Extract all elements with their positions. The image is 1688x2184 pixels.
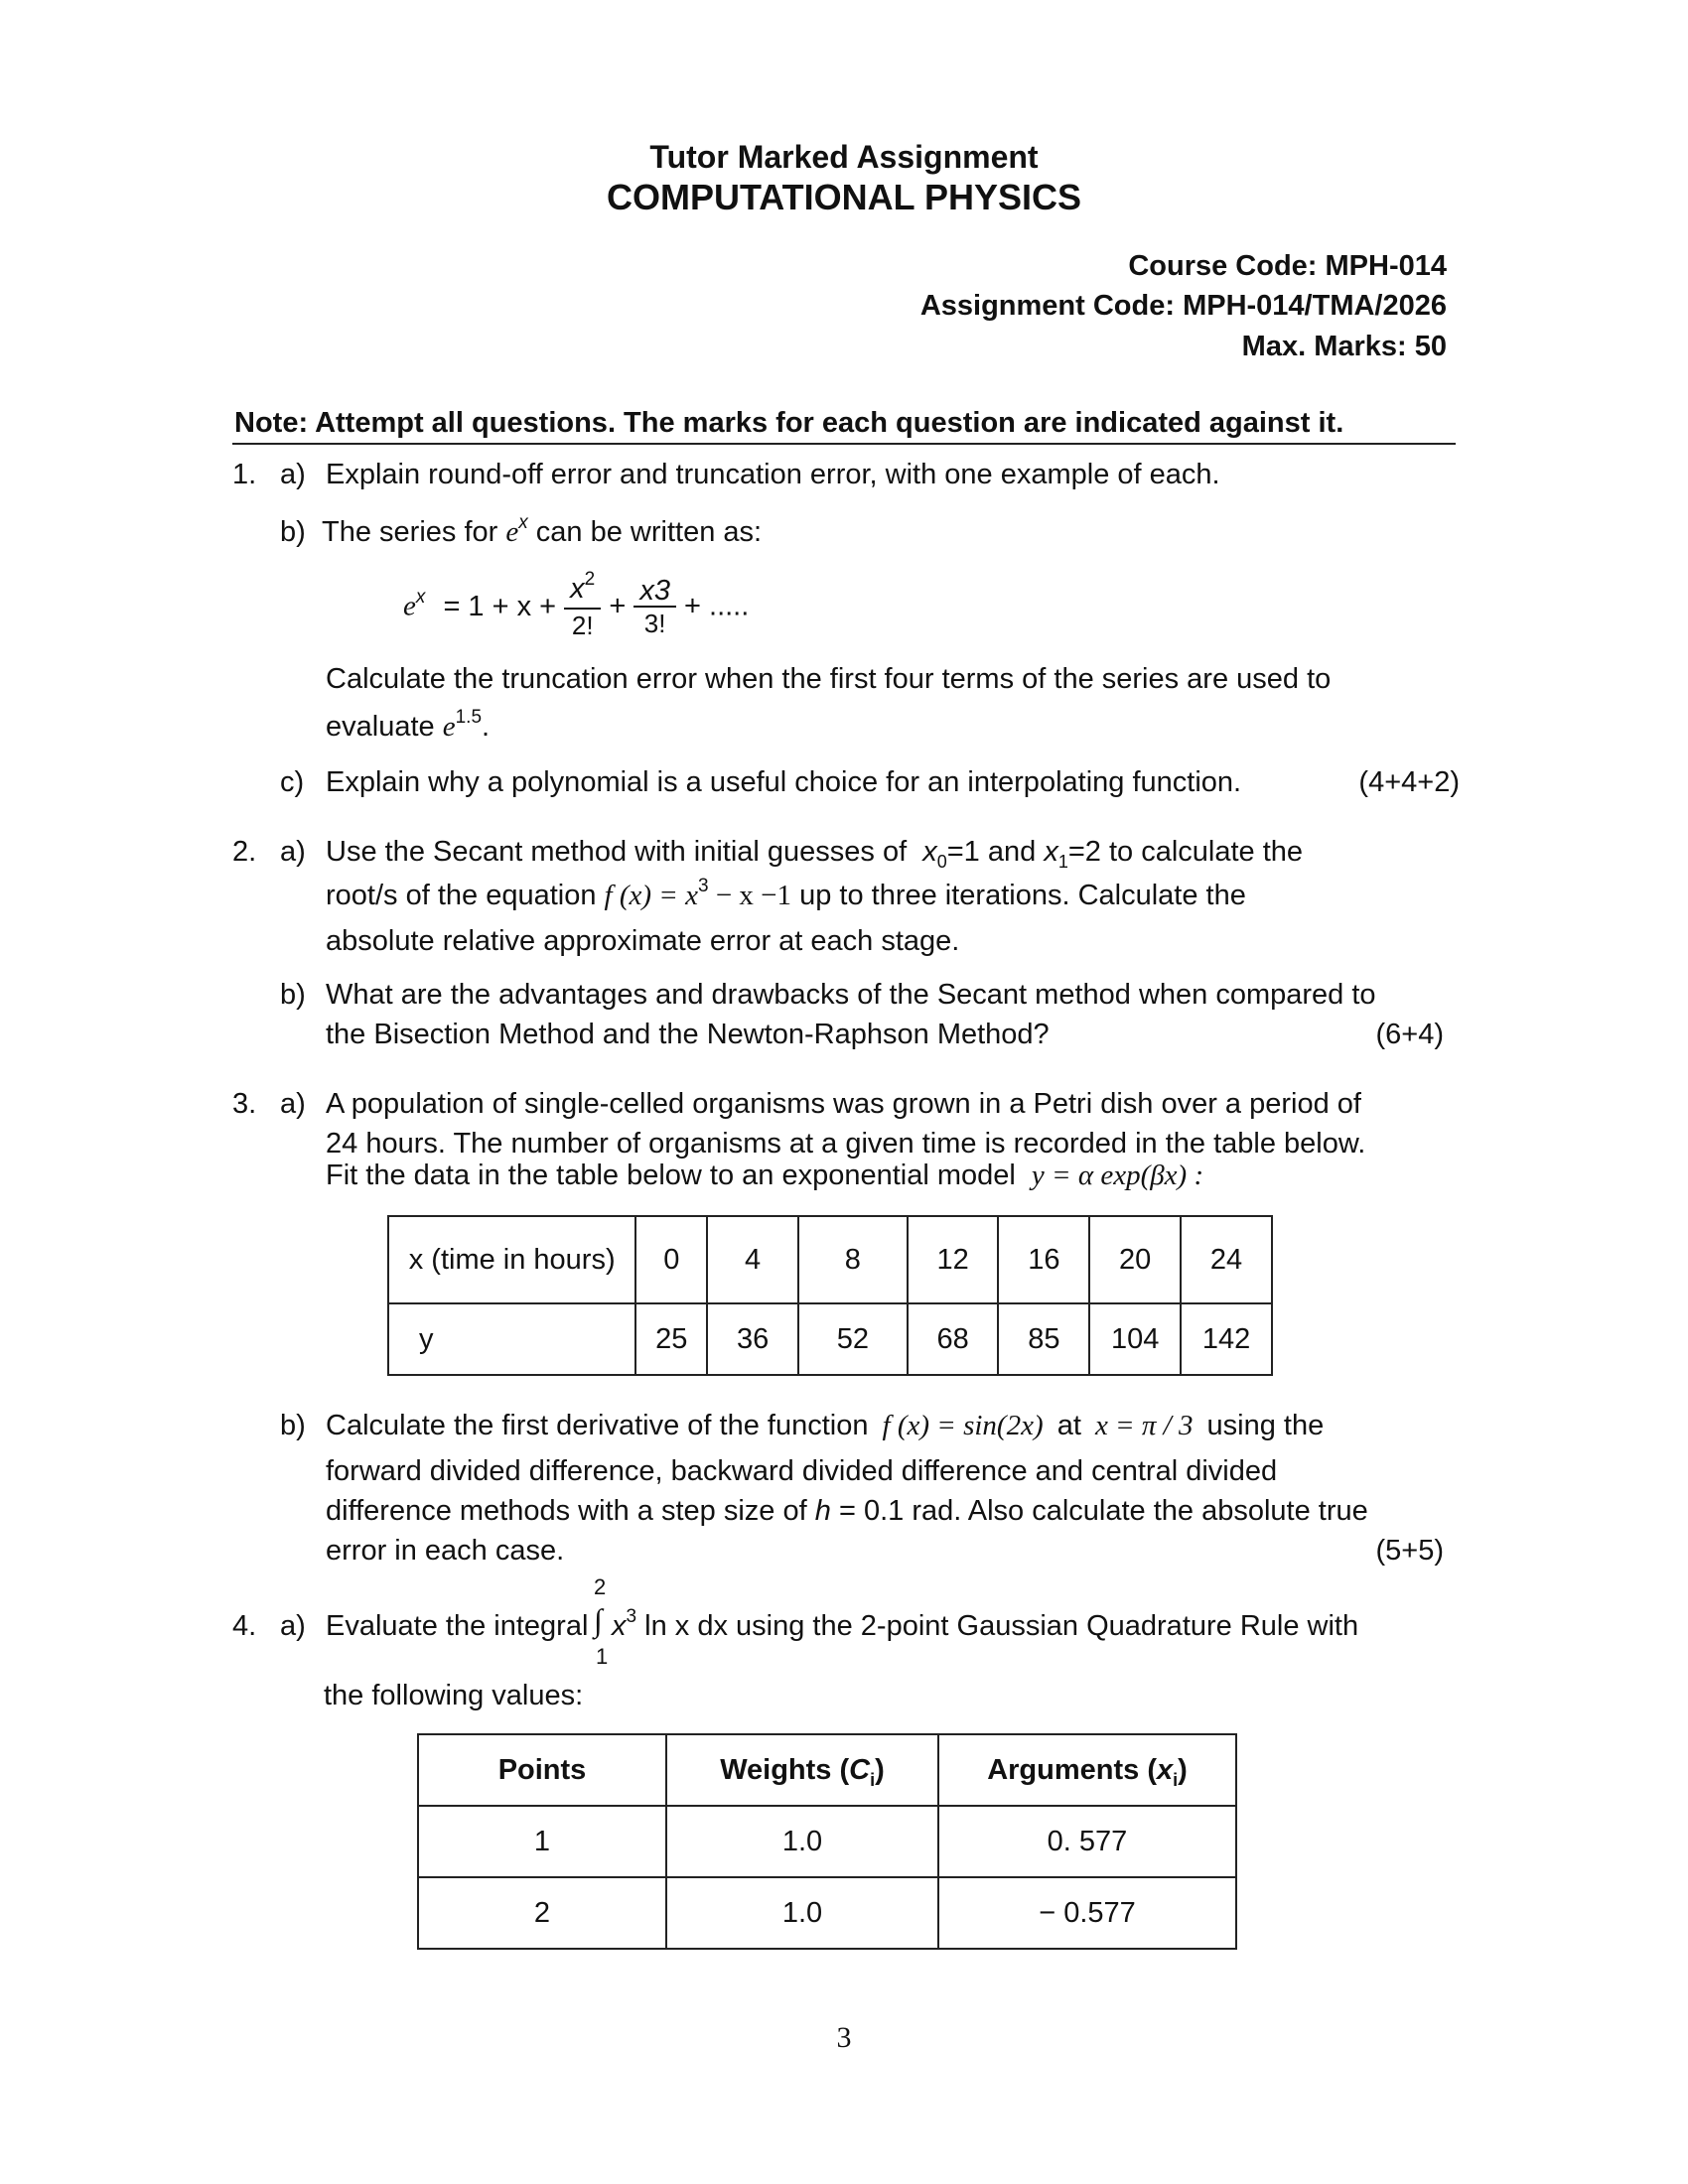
- header-weights-var: C: [849, 1753, 871, 1786]
- table-cell: 1.0: [666, 1877, 938, 1949]
- header-args-var: x: [1156, 1753, 1174, 1786]
- q3b-line1-post: using the: [1206, 1410, 1325, 1441]
- q3-marks: (5+5): [1375, 1535, 1444, 1567]
- table-cell: 20: [1089, 1216, 1181, 1303]
- frac2-num: x3: [639, 575, 670, 607]
- header-arguments: [938, 1734, 1236, 1806]
- formula-eq: = 1 + x +: [443, 590, 557, 622]
- header-weights: [666, 1734, 938, 1806]
- q3a-model: y = α exp(βx) :: [1031, 1160, 1204, 1191]
- q2a-line1: [326, 834, 1303, 873]
- table-cell: 24: [1181, 1216, 1272, 1303]
- header-args-sub: i: [1173, 1769, 1179, 1790]
- q2a-line3: absolute relative approximate error at each stage.: [326, 925, 960, 957]
- table-cell: 0: [635, 1216, 707, 1303]
- integral-lower-limit: 1: [596, 1644, 609, 1669]
- q2a-line1-pre: Use the Secant method with initial guesses of: [326, 836, 908, 868]
- table-cell: 2: [418, 1877, 666, 1949]
- frac1-num: x: [570, 573, 585, 605]
- gauss-quadrature-table: [417, 1733, 1237, 1950]
- formula-tail: + .....: [684, 590, 750, 622]
- table-cell: 1.0: [666, 1806, 938, 1877]
- table-row: [418, 1806, 1236, 1877]
- q1b-line3-power: 1.5: [455, 707, 483, 728]
- table-cell: 12: [908, 1216, 999, 1303]
- page-number: 3: [836, 2021, 852, 2054]
- q2b-label: b): [280, 979, 306, 1011]
- q3b-at: at: [1056, 1410, 1081, 1441]
- integrand-power: 3: [626, 1606, 637, 1627]
- table-cell: − 0.577: [938, 1877, 1236, 1949]
- q2a-line2: [326, 878, 1246, 917]
- table-cell: 36: [707, 1303, 798, 1375]
- header-weights-pre: Weights (: [720, 1753, 850, 1786]
- q1b-line3-pre: evaluate: [326, 711, 435, 743]
- q4-number: 4.: [232, 1610, 257, 1642]
- q1c-text: Explain why a polynomial is a useful choice for an interpolating function.: [326, 766, 1242, 798]
- q1b-text-post: can be written as:: [535, 516, 763, 548]
- table-cell: 142: [1181, 1303, 1272, 1375]
- q2a-equation-power: 3: [697, 876, 709, 896]
- q1b-e: e: [505, 516, 519, 548]
- q2a-x0: x: [922, 836, 937, 868]
- q2a-line2-post: up to three iterations. Calculate the: [799, 880, 1246, 911]
- frac1-den: 2!: [564, 608, 601, 641]
- q2a-x0-val: =1 and: [946, 836, 1037, 868]
- q2a-label: a): [280, 836, 306, 868]
- q2a-x1-sub: 1: [1057, 852, 1068, 872]
- table-cell: 4: [707, 1216, 798, 1303]
- note-rule: [232, 443, 1456, 445]
- row-header-x: x (time in hours): [388, 1216, 635, 1303]
- q3b-line2: forward divided difference, backward divided difference and central divided: [326, 1455, 1278, 1487]
- integrand: [612, 1608, 1358, 1648]
- q1b-line3: [326, 709, 490, 749]
- q1b-line3-e: e: [442, 711, 456, 743]
- integral-sign: ∫: [594, 1602, 603, 1638]
- frac1-num-power: 2: [584, 569, 596, 590]
- q2b-line2: the Bisection Method and the Newton-Raphson Method?: [326, 1019, 1050, 1050]
- q3b-line3-pre: difference methods with a step size of: [326, 1495, 807, 1527]
- header-args-post: ): [1178, 1753, 1188, 1786]
- q2-number: 2.: [232, 836, 257, 868]
- note: Note: Attempt all questions. The marks for each question are indicated against it.: [234, 407, 1344, 439]
- q3b-function: f (x) = sin(2x): [882, 1410, 1044, 1441]
- table-row: [388, 1216, 1272, 1303]
- formula-plus: +: [609, 590, 627, 622]
- table-cell: 8: [798, 1216, 908, 1303]
- formula-e: e: [403, 590, 416, 622]
- q3a-label: a): [280, 1088, 306, 1120]
- q1a-text: Explain round-off error and truncation error, with one example of each.: [326, 459, 1220, 490]
- q2a-equation-rest: − x −1: [708, 880, 792, 911]
- q1b-line3-post: .: [482, 711, 491, 743]
- q4a-post: using the 2-point Gaussian Quadrature Rule with: [736, 1610, 1359, 1642]
- assignment-code: Assignment Code: MPH-014/TMA/2026: [919, 290, 1447, 322]
- header-weights-sub: i: [870, 1769, 876, 1790]
- header-args-pre: Arguments (: [987, 1753, 1157, 1786]
- row-header-y: y: [388, 1303, 635, 1375]
- course-title: COMPUTATIONAL PHYSICS: [606, 177, 1082, 217]
- q2a-x1: x: [1044, 836, 1058, 868]
- q3b-line4: error in each case.: [326, 1535, 565, 1567]
- q4a-pre: Evaluate the integral: [326, 1610, 589, 1642]
- header-weights-post: ): [875, 1753, 885, 1786]
- fraction-x3-over-3fact: [633, 576, 676, 639]
- integrand-rest: ln x dx: [644, 1610, 728, 1642]
- q1c-label: c): [280, 766, 305, 798]
- integrand-x: x: [612, 1610, 627, 1642]
- q2-marks: (6+4): [1375, 1019, 1444, 1050]
- q1b-line2: Calculate the truncation error when the first four terms of the series are used to: [326, 663, 1332, 695]
- integral-upper-limit: 2: [594, 1574, 607, 1599]
- population-data-table: [387, 1215, 1273, 1376]
- q2a-x1-val: =2 to calculate the: [1067, 836, 1304, 868]
- q1-number: 1.: [232, 459, 257, 490]
- q2a-line2-pre: root/s of the equation: [326, 880, 597, 911]
- q3b-point: x = π / 3: [1094, 1410, 1194, 1441]
- formula-e-power: x: [415, 586, 426, 608]
- q3b-line1: [326, 1408, 1324, 1443]
- q4a-label: a): [280, 1610, 306, 1642]
- assignment-title: Tutor Marked Assignment: [649, 139, 1039, 175]
- table-cell: 1: [418, 1806, 666, 1877]
- q1b-text: [322, 514, 762, 554]
- table-row: [388, 1303, 1272, 1375]
- q1b-label: b): [280, 516, 306, 548]
- table-cell: 16: [998, 1216, 1089, 1303]
- q4a-line2: the following values:: [324, 1680, 584, 1711]
- q2a-x0-sub: 0: [936, 852, 947, 872]
- q3-number: 3.: [232, 1088, 257, 1120]
- q3a-line1: A population of single-celled organisms was grown in a Petri dish over a period of: [326, 1088, 1361, 1120]
- table-cell: 68: [908, 1303, 999, 1375]
- q3a-line2: 24 hours. The number of organisms at a given time is recorded in the table below.: [326, 1128, 1366, 1160]
- header-points: Points: [418, 1734, 666, 1806]
- q3b-line3-post: = 0.1 rad. Also calculate the absolute true: [838, 1495, 1368, 1527]
- table-header-row: [418, 1734, 1236, 1806]
- q3a-line3: [326, 1158, 1203, 1193]
- course-code: Course Code: MPH-014: [1128, 250, 1447, 282]
- q3b-line1-pre: Calculate the first derivative of the function: [326, 1410, 869, 1441]
- table-cell: 104: [1089, 1303, 1181, 1375]
- table-cell: 0. 577: [938, 1806, 1236, 1877]
- frac2-den: 3!: [633, 606, 676, 639]
- q1-marks: (4+4+2): [1358, 766, 1460, 798]
- exp-series-formula: [403, 569, 750, 641]
- q1a-label: a): [280, 459, 306, 490]
- fraction-x2-over-2fact: [564, 569, 601, 641]
- q3a-line3-pre: Fit the data in the table below to an exponential model: [326, 1160, 1016, 1191]
- table-cell: 85: [998, 1303, 1089, 1375]
- q2b-line1: What are the advantages and drawbacks of the Secant method when compared to: [326, 979, 1376, 1011]
- table-cell: 52: [798, 1303, 908, 1375]
- q3b-label: b): [280, 1410, 306, 1441]
- q1b-text-pre: The series for: [322, 516, 498, 548]
- q1b-e-power: x: [518, 512, 528, 533]
- q2a-equation: f (x) = x: [604, 880, 698, 911]
- max-marks: Max. Marks: 50: [1241, 331, 1447, 362]
- table-cell: 25: [635, 1303, 707, 1375]
- table-row: [418, 1877, 1236, 1949]
- q3b-line3: [326, 1493, 1368, 1529]
- q3b-h: h: [814, 1495, 831, 1527]
